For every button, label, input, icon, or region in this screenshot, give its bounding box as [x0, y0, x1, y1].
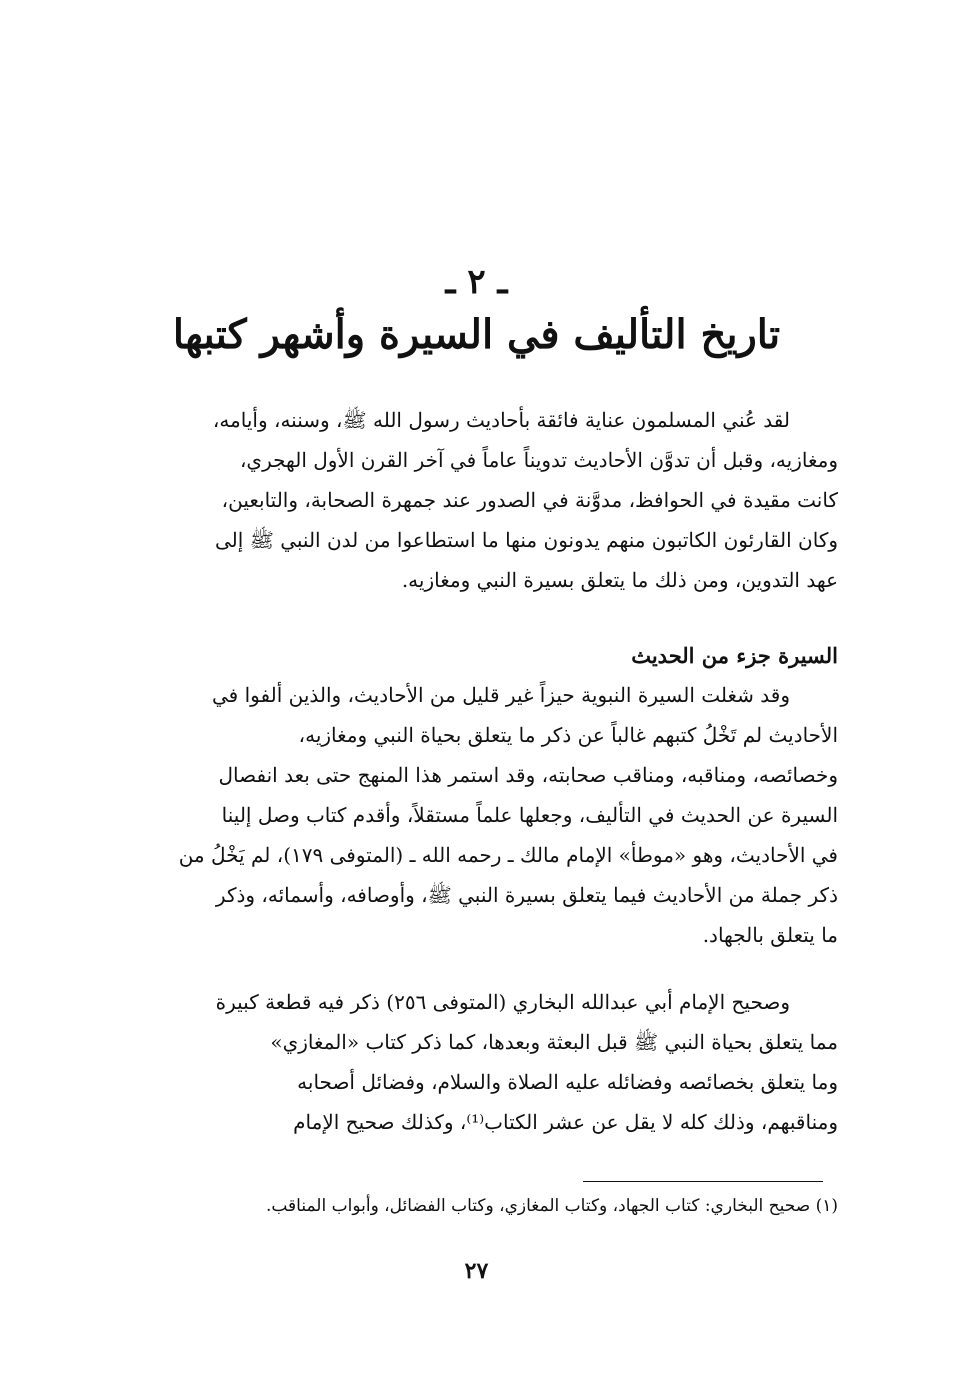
paragraph-intro	[130, 400, 838, 600]
chapter-title: تاريخ التأليف في السيرة وأشهر كتبها	[172, 311, 781, 358]
paragraph-line: السيرة عن الحديث في التأليف، وجعلها علماً مستقلاً، وأقدم كتاب وصل إلينا	[221, 803, 838, 827]
paragraph-line: مما يتعلق بحياة النبي ﷺ قبل البعثة وبعدها، كما ذكر كتاب «المغازي»	[270, 1030, 838, 1054]
paragraph-line: ذكر جملة من الأحاديث فيما يتعلق بسيرة النبي ﷺ، وأوصافه، وأسمائه، وذكر	[215, 883, 838, 907]
paragraph-line: ما يتعلق بالجهاد.	[702, 923, 838, 947]
chapter-number: ـ ٢ ـ	[445, 262, 508, 302]
paragraph-line: وما يتعلق بخصائصه وفضائله عليه الصلاة والسلام، وفضائل أصحابه	[297, 1070, 838, 1094]
paragraph-sira-hadith	[130, 675, 838, 955]
paragraph-line: وقد شغلت السيرة النبوية حيزاً غير قليل من الأحاديث، والذين ألفوا في	[212, 683, 790, 707]
footnote: (١) صحيح البخاري: كتاب الجهاد، وكتاب المغازي، وكتاب الفضائل، وأبواب المناقب.	[265, 1196, 838, 1216]
paragraph-line: عهد التدوين، ومن ذلك ما يتعلق بسيرة النبي ومغازيه.	[401, 568, 838, 592]
paragraph-line: ومغازيه، وقبل أن تدوَّن الأحاديث تدويناً عاماً في آخر القرن الأول الهجري،	[239, 448, 838, 472]
paragraph-line: كانت مقيدة في الحوافظ، مدوَّنة في الصدور عند جمهرة الصحابة، والتابعين،	[221, 488, 838, 512]
paragraph-line: الأحاديث لم تَخْلُ كتبهم غالباً عن ذكر ما يتعلق بحياة النبي ومغازيه،	[298, 723, 838, 747]
paragraph-line: وصحيح الإمام أبي عبدالله البخاري (المتوفى ٢٥٦) ذكر فيه قطعة كبيرة	[215, 990, 790, 1014]
paragraph-line: لقد عُني المسلمون عناية فائقة بأحاديث رسول الله ﷺ، وسننه، وأيامه،	[212, 408, 790, 432]
page-number: ٢٧	[464, 1258, 489, 1284]
paragraph-line: وخصائصه، ومناقبه، ومناقب صحابته، وقد استمر هذا المنهج حتى بعد انفصال	[218, 763, 838, 787]
section-subheading: السيرة جزء من الحديث	[631, 643, 838, 668]
paragraph-bukhari	[130, 982, 838, 1142]
paragraph-line: في الأحاديث، وهو «موطأ» الإمام مالك ـ رحمه الله ـ (المتوفى ١٧٩)، لم يَخْلُ من	[178, 843, 838, 867]
footnote-divider	[583, 1181, 823, 1182]
paragraph-line: ومناقبهم، وذلك كله لا يقل عن عشر الكتاب⁽¹⁾، وكذلك صحيح الإمام	[293, 1110, 838, 1134]
paragraph-line: وكان القارئون الكاتبون منهم يدونون منها ما استطاعوا من لدن النبي ﷺ إلى	[215, 528, 838, 552]
